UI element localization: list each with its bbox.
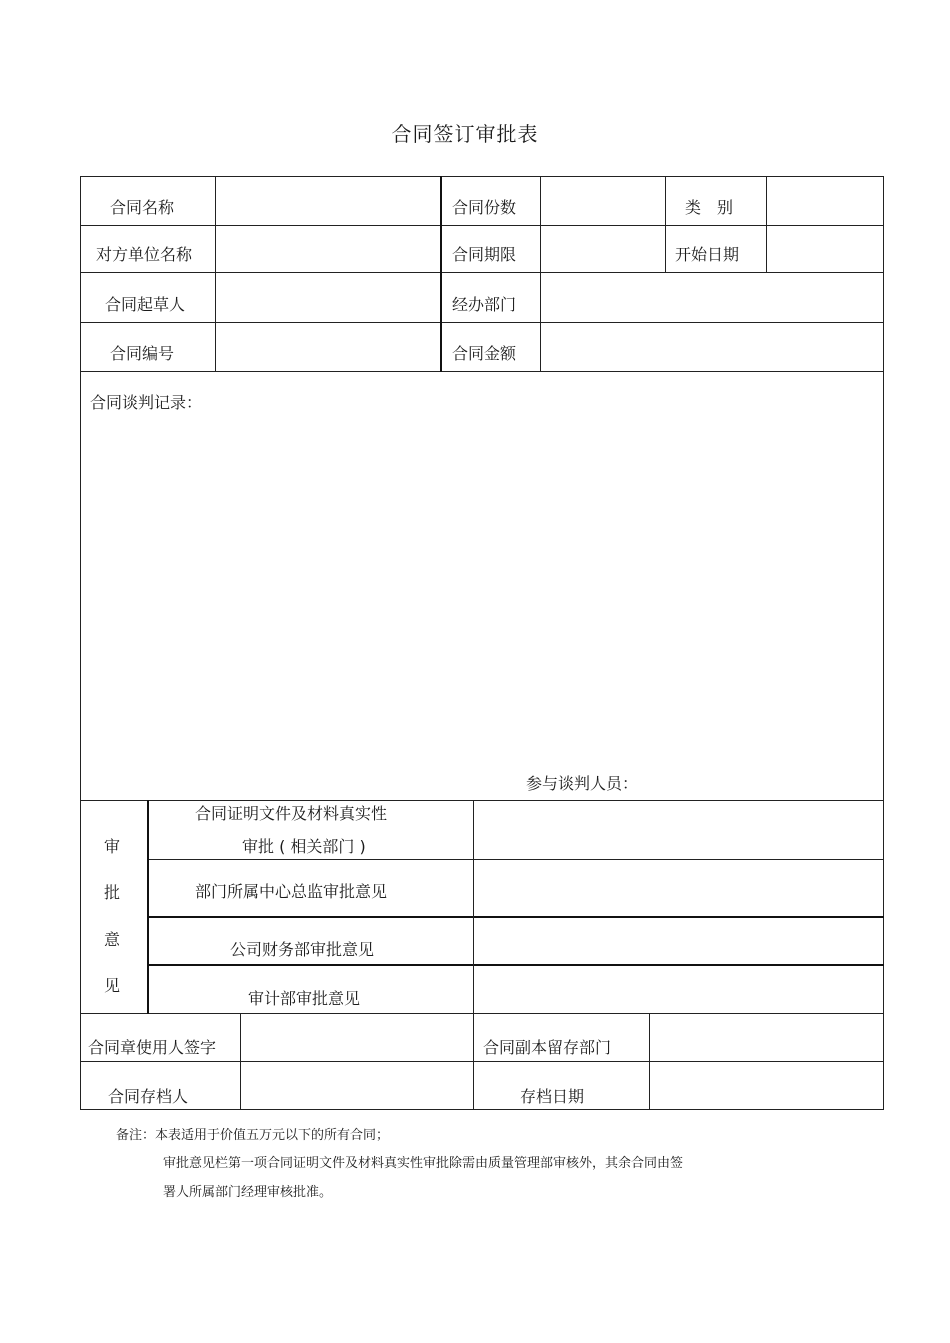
col-divider [473, 800, 474, 1014]
page-title: 合同签订审批表 [391, 122, 539, 146]
table-border-top [80, 176, 884, 177]
note-line: 备注：本表适用于价值五万元以下的所有合同； [116, 1128, 390, 1143]
approval-side-char: 审 [104, 837, 121, 856]
col-divider [665, 176, 666, 273]
note-line: 署人所属部门经理审核批准。 [163, 1185, 333, 1200]
label-amount: 合同金额 [452, 344, 517, 363]
label-authenticity-review: 合同证明文件及材料真实性 [195, 804, 388, 823]
label-copy-dept: 合同副本留存部门 [483, 1038, 612, 1057]
label-center-director-opinion: 部门所属中心总监审批意见 [195, 882, 388, 901]
table-border-right [883, 176, 884, 1110]
label-archive-date: 存档日期 [520, 1087, 585, 1106]
col-divider [540, 176, 541, 372]
row-divider [148, 859, 884, 860]
row-divider [80, 272, 884, 273]
label-category: 类 别 [685, 198, 734, 217]
approval-side-char: 批 [104, 883, 121, 902]
col-divider [473, 1013, 474, 1110]
label-drafter: 合同起草人 [105, 295, 186, 314]
label-start-date: 开始日期 [675, 245, 740, 264]
approval-side-char: 意 [104, 930, 121, 949]
col-divider [240, 1013, 241, 1110]
col-divider [766, 176, 767, 273]
row-divider [80, 1061, 884, 1062]
label-authenticity-review-dept: 审批 ( 相关部门 ) [242, 837, 366, 856]
label-contract-name: 合同名称 [110, 198, 175, 217]
col-divider [440, 176, 442, 372]
label-copies: 合同份数 [452, 198, 517, 217]
table-border-bottom [80, 1109, 884, 1110]
col-divider [147, 800, 149, 1014]
row-divider [148, 964, 884, 966]
col-divider [649, 1013, 650, 1110]
label-participants: 参与谈判人员： [526, 774, 639, 793]
label-term: 合同期限 [452, 245, 517, 264]
row-divider [80, 371, 884, 372]
row-divider [80, 800, 884, 801]
table-border-left [80, 176, 81, 1110]
note-line: 审批意见栏第一项合同证明文件及材料真实性审批除需由质量管理部审核外，其余合同由签 [163, 1156, 684, 1171]
label-counterparty: 对方单位名称 [96, 245, 193, 264]
label-audit-opinion: 审计部审批意见 [248, 989, 361, 1008]
row-divider [80, 225, 884, 226]
row-divider [80, 322, 884, 323]
row-divider [80, 1013, 884, 1014]
label-seal-user: 合同章使用人签字 [88, 1038, 217, 1057]
row-divider [148, 916, 884, 918]
label-handling-dept: 经办部门 [452, 295, 517, 314]
label-contract-no: 合同编号 [110, 344, 175, 363]
label-archiver: 合同存档人 [108, 1087, 189, 1106]
approval-side-char: 见 [104, 976, 121, 995]
col-divider [215, 176, 216, 372]
label-negotiation-record: 合同谈判记录： [90, 393, 203, 412]
label-finance-opinion: 公司财务部审批意见 [230, 940, 375, 959]
